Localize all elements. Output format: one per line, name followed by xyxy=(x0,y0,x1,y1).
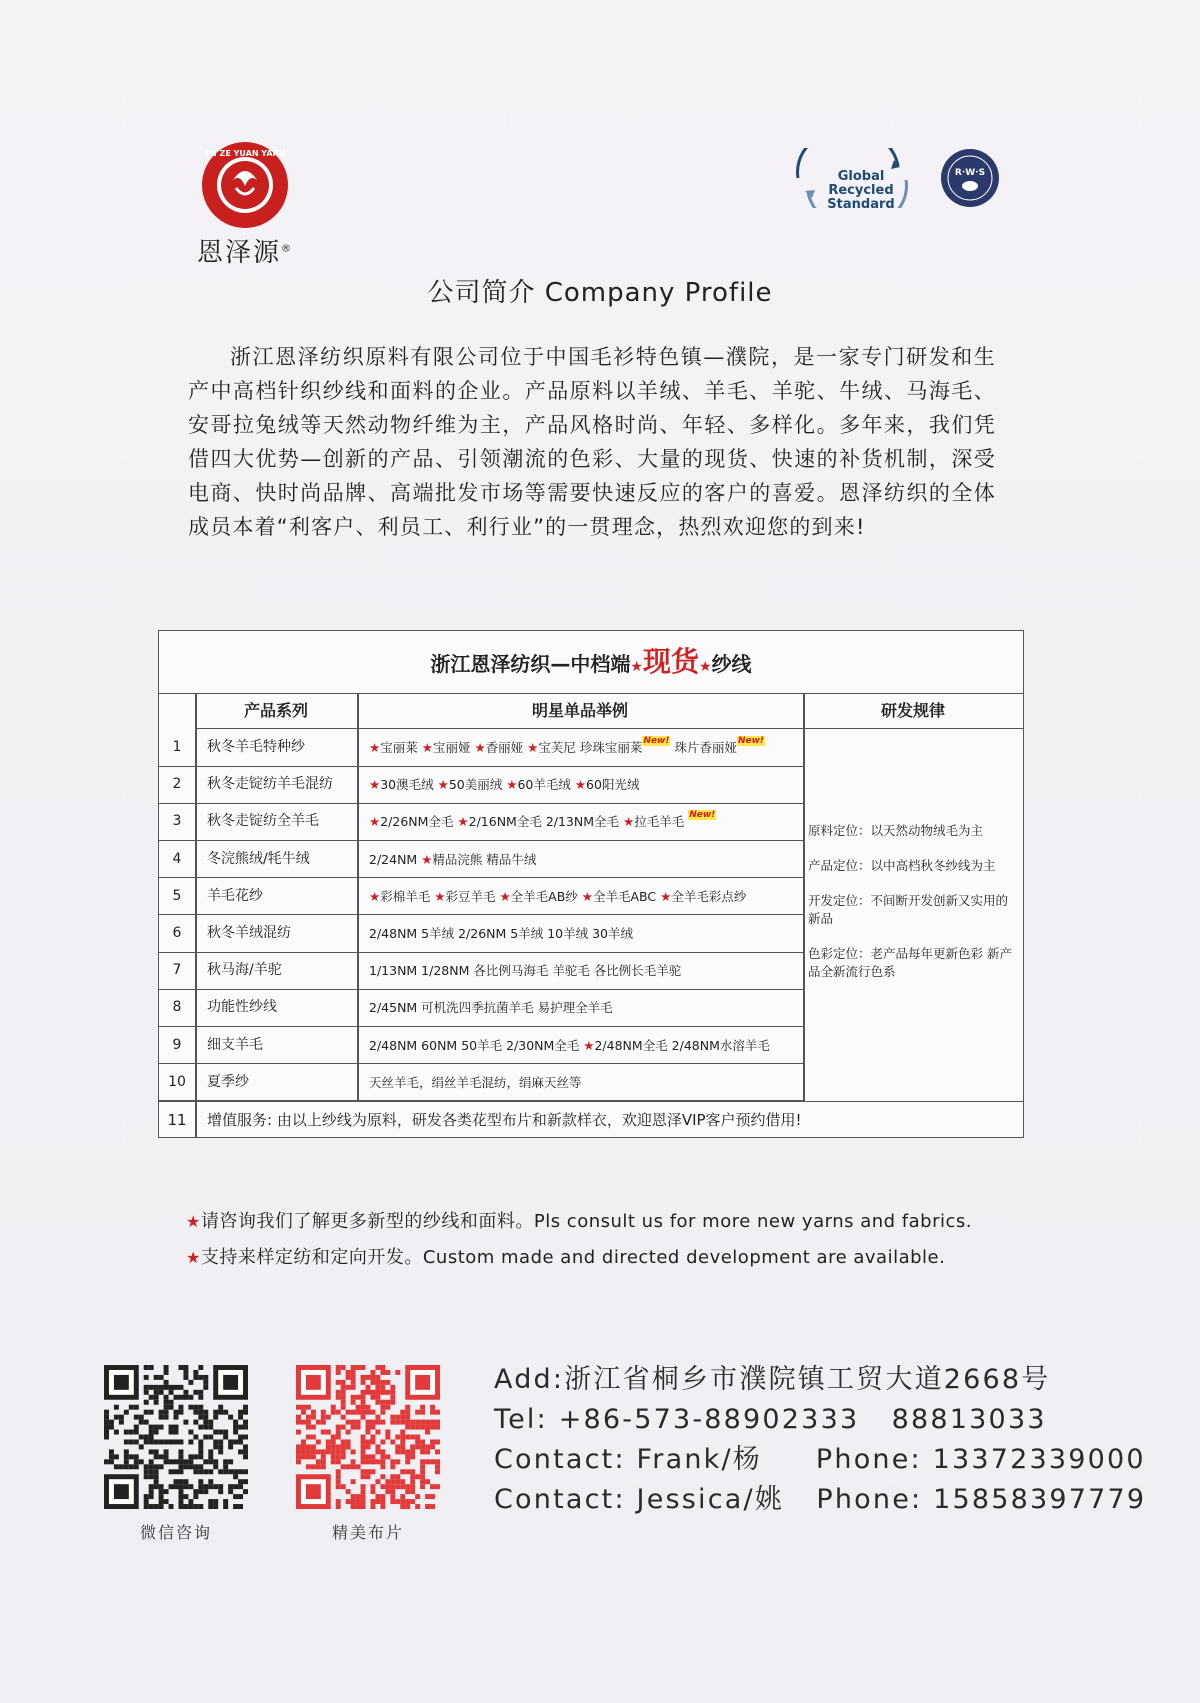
star-icon: ★ xyxy=(574,777,587,793)
star-icon: ★ xyxy=(660,888,672,904)
product-series: 秋冬走锭纺羊毛混纺 xyxy=(207,776,333,793)
contact-block xyxy=(494,1360,1146,1520)
telephone: Tel: +86-573-88902333 88813033 xyxy=(494,1404,1047,1435)
star-products: ★30澳毛绒 ★50美丽绒 ★60羊毛绒 ★60阳光绒 xyxy=(369,777,640,793)
star-products: 2/48NM 5羊绒 2/26NM 5羊绒 10羊绒 30羊绒 xyxy=(369,926,633,941)
star-icon: ★ xyxy=(474,740,486,755)
table-row: 4 冬浣熊绒/牦牛绒 2/24NM ★精品浣熊 精品牛绒 xyxy=(159,841,803,879)
star-icon: ★ xyxy=(369,777,381,793)
table-row: 9 细支羊毛 2/48NM 60NM 50羊毛 2/30NM全毛 ★2/48NM全毛 2/48NM水溶羊毛 xyxy=(159,1027,803,1065)
rnd-development: 开发定位：不间断开发创新又实用的新品 xyxy=(808,893,1009,926)
star-products: 2/48NM 60NM 50羊毛 2/30NM全毛 ★2/48NM全毛 2/48NM水溶羊毛 xyxy=(369,1037,770,1053)
table-row: 2 秋冬走锭纺羊毛混纺 ★30澳毛绒 ★50美丽绒 ★60羊毛绒 ★60阳光绒 xyxy=(159,766,803,804)
star-products: ★宝丽莱 ★宝丽娅 ★香丽娅 ★宝芙尼 珍珠宝丽莱$^{New!}$ 珠片香丽娅$^{New!}$ xyxy=(369,736,765,755)
intro-paragraph: 浙江恩泽纺织原料有限公司位于中国毛衫特色镇—濮院，是一家专门研发和生产中高档针织纱线和面料的企业。产品原料以羊绒、羊毛、羊驼、牛绒、马海毛、安哥拉兔绒等天然动物纤维为主，产品风格时尚、年轻、多样化。多年来，我们凭借四大优势—创新的产品、引领潮流的色彩、大量的现货、快速的补货机制，深受电商、快时尚品牌、高端批发市场等需要快速反应的客户的喜爱。恩泽纺织的全体成员本着“利客户、利员工、利行业”的一贯理念，热烈欢迎您的到来! xyxy=(188,345,996,539)
swatch-label: 精美布片 xyxy=(331,1523,404,1542)
grs-line2: Standard xyxy=(827,197,895,212)
table-row: 7 秋马海/羊驼 1/13NM 1/28NM 各比例马海毛 羊驼毛 各比例长毛羊驼 xyxy=(159,952,803,990)
new-badge: New! xyxy=(737,736,765,746)
brand-emblem-icon xyxy=(200,140,290,230)
grs-line1: Global Recycled xyxy=(828,169,894,198)
star-icon: ★ xyxy=(421,740,433,755)
star-icon: ★ xyxy=(186,1212,201,1231)
star-icon: ★ xyxy=(437,777,449,793)
table-title-highlight: 现货 xyxy=(642,645,699,678)
product-series: 秋马海/羊驼 xyxy=(207,962,282,979)
svg-text:EN ZE YUAN YARN: EN ZE YUAN YARN xyxy=(204,149,286,158)
product-series: 功能性纱线 xyxy=(207,999,277,1016)
header-rnd: 研发规律 xyxy=(803,693,1023,729)
address: Add:浙江省桐乡市濮院镇工贸大道2668号 xyxy=(494,1364,1051,1395)
registered-mark: ® xyxy=(281,243,293,255)
star-icon: ★ xyxy=(581,888,593,904)
star-icon: ★ xyxy=(506,777,518,793)
table-row: 8 功能性纱线 2/45NM 可机洗四季抗菌羊毛 易护理全羊毛 xyxy=(159,989,803,1027)
header-examples: 明星单品举例 xyxy=(357,693,803,729)
product-series: 秋冬走锭纺全羊毛 xyxy=(207,813,319,830)
rws-text: R·W·S xyxy=(954,168,986,178)
wechat-qr-code[interactable] xyxy=(104,1365,248,1509)
rnd-color: 色彩定位：老产品每年更新色彩 新产品全新流行色系 xyxy=(808,946,1012,979)
star-icon: ★ xyxy=(369,888,381,904)
table-row: 5 羊毛花纱 ★彩棉羊毛 ★彩豆羊毛 ★全羊毛AB纱 ★全羊毛ABC ★全羊毛彩点纱 xyxy=(159,878,803,916)
table-title: 浙江恩泽纺织—中档端★现货★纱线 xyxy=(159,631,1023,694)
new-badge: New! xyxy=(643,736,670,746)
star-icon: ★ xyxy=(421,851,433,867)
table-row: 3 秋冬走锭纺全羊毛 ★2/26NM全毛 ★2/16NM全毛 2/13NM全毛 ★拉毛羊毛 $^{New!}$ xyxy=(159,803,803,841)
product-series: 秋冬羊毛特种纱 xyxy=(207,739,305,755)
star-icon: ★ xyxy=(369,814,381,830)
rws-logo xyxy=(940,148,1000,208)
star-products: ★彩棉羊毛 ★彩豆羊毛 ★全羊毛AB纱 ★全羊毛ABC ★全羊毛彩点纱 xyxy=(369,888,747,904)
note-consult: 请咨询我们了解更多新型的纱线和面料。Pls consult us for more new yarns and fabrics. xyxy=(200,1211,972,1232)
product-series: 细支羊毛 xyxy=(207,1036,263,1053)
star-icon: ★ xyxy=(434,888,446,904)
star-icon: ★ xyxy=(186,1248,201,1267)
contact-jessica: Contact: Jessica/姚 Phone: 15858397779 xyxy=(494,1484,1147,1515)
table-row: 1 秋冬羊毛特种纱 ★宝丽莱 ★宝丽娅 ★香丽娅 ★宝芙尼 珍珠宝丽莱$^{New!}$ 珠片香丽娅$^{New!}$ xyxy=(159,729,803,767)
brand-name: 恩泽源 xyxy=(196,238,281,268)
product-series: 夏季纱 xyxy=(207,1073,249,1090)
table-row: 6 秋冬羊绒混纺 2/48NM 5羊绒 2/26NM 5羊绒 10羊绒 30羊绒 xyxy=(159,915,803,953)
star-products: ★2/26NM全毛 ★2/16NM全毛 2/13NM全毛 ★拉毛羊毛 $^{New!}$ xyxy=(369,810,716,830)
brand-logo xyxy=(180,140,310,269)
header-series: 产品系列 xyxy=(195,693,357,729)
grs-logo xyxy=(788,148,918,212)
value-added-service: 增值服务: 由以上纱线为原料，研发各类花型布片和新款样衣，欢迎恩泽VIP客户预约借用! xyxy=(207,1111,802,1129)
table-row-11: 11 增值服务: 由以上纱线为原料，研发各类花型布片和新款样衣，欢迎恩泽VIP客户预约借用! xyxy=(159,1101,1023,1138)
note-custom: 支持来样定纺和定向开发。Custom made and directed development are available. xyxy=(200,1247,946,1268)
product-series: 羊毛花纱 xyxy=(207,887,263,904)
star-products: 天丝羊毛，绢丝羊毛混纺，绢麻天丝等 xyxy=(369,1074,582,1090)
star-products: 1/13NM 1/28NM 各比例马海毛 羊驼毛 各比例长毛羊驼 xyxy=(369,963,682,979)
star-icon: ★ xyxy=(527,740,539,755)
contact-frank: Contact: Frank/杨 Phone: 13372339000 xyxy=(494,1444,1146,1475)
rnd-product: 产品定位：以中高档秋冬纱线为主 xyxy=(808,858,996,873)
star-icon: ★ xyxy=(623,814,635,830)
star-products: 2/45NM 可机洗四季抗菌羊毛 易护理全羊毛 xyxy=(369,1000,613,1016)
rws-sheep-icon xyxy=(940,148,1000,208)
swatch-qr-code[interactable] xyxy=(296,1365,440,1509)
rnd-material: 原料定位：以天然动物绒毛为主 xyxy=(808,823,984,838)
star-icon: ★ xyxy=(457,814,469,830)
table-row: 10 夏季纱 天丝羊毛，绢丝羊毛混纺，绢麻天丝等 xyxy=(159,1064,803,1102)
star-icon: ★ xyxy=(499,888,511,904)
product-series: 冬浣熊绒/牦牛绒 xyxy=(207,850,310,867)
product-series: 秋冬羊绒混纺 xyxy=(207,925,291,941)
star-products: 2/24NM ★精品浣熊 精品牛绒 xyxy=(369,851,537,867)
page-title: 公司简介 Company Profile xyxy=(427,278,773,308)
new-badge: New! xyxy=(689,810,716,821)
star-icon: ★ xyxy=(583,1037,595,1053)
rnd-rules xyxy=(808,822,1018,998)
notes xyxy=(186,1204,972,1276)
star-icon: ★ xyxy=(369,740,381,755)
wechat-label: 微信咨询 xyxy=(139,1523,212,1542)
